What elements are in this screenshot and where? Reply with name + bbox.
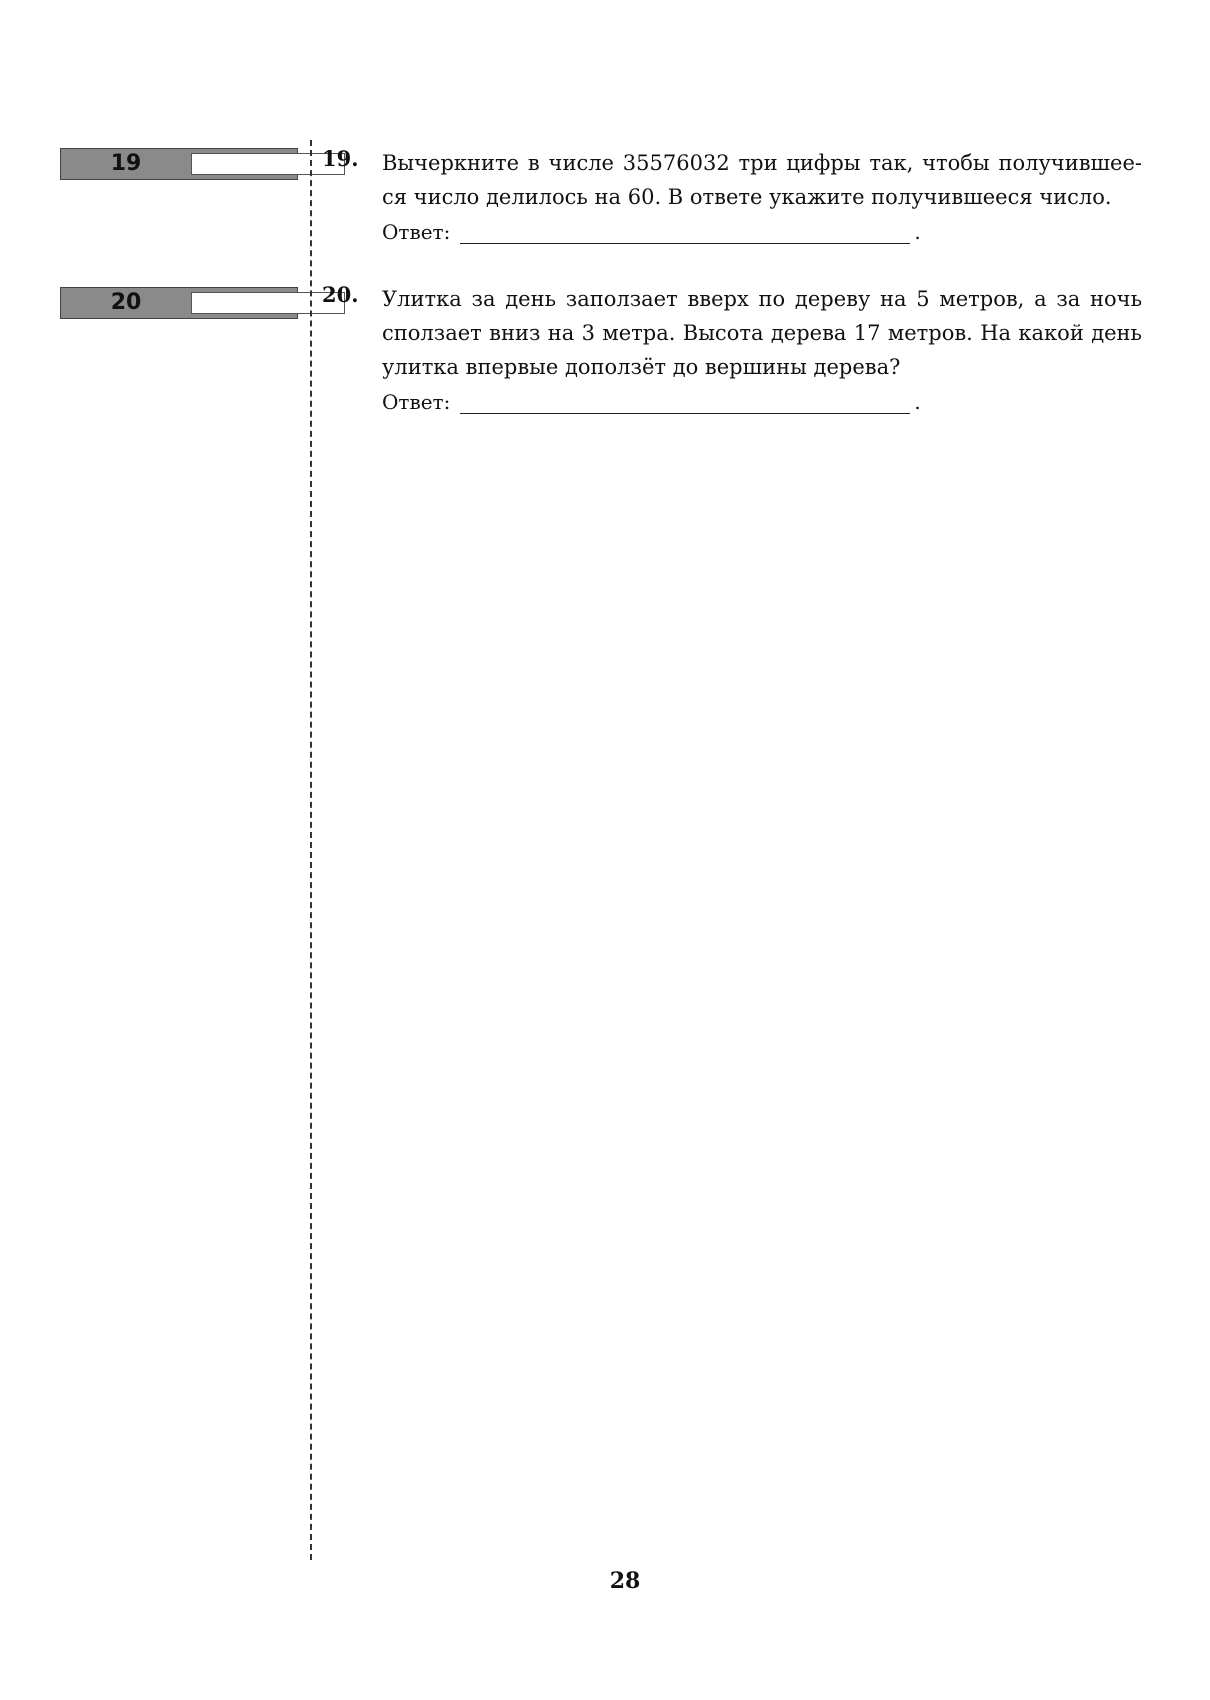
answer-label: Ответ:: [382, 220, 451, 244]
answer-line-20[interactable]: [460, 391, 910, 414]
task-text: Вычеркните в числе 35576032 три цифры так, чтобы получившее-ся число делилось на 60. В ответе укажите получившееся число.: [382, 151, 1142, 209]
answer-period: .: [914, 220, 921, 244]
task-number: 19.: [322, 146, 359, 171]
margin-box-20: [60, 287, 298, 319]
answer-line-19[interactable]: [460, 221, 910, 244]
page-number: 28: [609, 1568, 641, 1594]
task-number: 20.: [322, 282, 359, 307]
task-text: Улитка за день заползает вверх по дереву на 5 метров, а за ночь сползает вниз на 3 метра. Высота дерева 17 метров. На какой день улитка впервые доползёт до вершины дерева?: [382, 287, 1142, 379]
task-20: [322, 282, 1142, 432]
cut-line: [310, 140, 312, 1560]
margin-box-number: 19: [110, 151, 142, 176]
answer-period: .: [914, 390, 921, 414]
answer-label: Ответ:: [382, 390, 451, 414]
answer-row: [382, 390, 921, 414]
margin-box-19: [60, 148, 298, 180]
answer-row: [382, 220, 921, 244]
task-19: [322, 146, 1142, 256]
margin-box-number: 20: [110, 290, 142, 315]
